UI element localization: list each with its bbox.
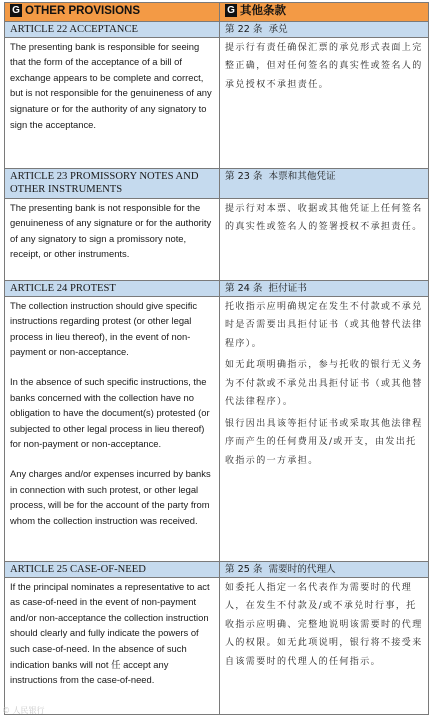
article-body-zh (220, 37, 429, 168)
article-heading-row (5, 280, 429, 296)
article-heading-zh (220, 21, 429, 37)
section-header-row (5, 3, 429, 22)
paragraph-zh: 托收指示应明确规定在发生不付款或不承兑时是否需要出具拒付证书（或其他替代法律程序）。 (225, 301, 423, 349)
article-heading-row (5, 561, 429, 577)
paragraph-zh: 提示行有责任确保汇票的承兑形式表面上完整正确，但对任何签名的真实性或签名人的承兑授权不承担责任。 (225, 42, 423, 90)
watermark: © 人民银行 (2, 706, 45, 715)
section-title-en: OTHER PROVISIONS (25, 5, 141, 17)
paragraph-en: In the absence of such specific instructions, the banks concerned with the collection have no obligation to have the document(s) protested (or subjected to other legal process in lieu thereof) for non-payment or non-acceptance. (10, 375, 210, 450)
article-body-row (5, 37, 429, 168)
article-heading-en: ARTICLE 22 ACCEPTANCE (5, 21, 220, 37)
article-heading-en: ARTICLE 24 PROTEST (5, 280, 220, 296)
paragraph-zh: 银行因出具该等拒付证书或采取其他法律程序而产生的任何费用及/或开支，由发出托收指示的一方承担。 (225, 418, 423, 466)
article-body-row (5, 296, 429, 561)
article-body-row (5, 198, 429, 280)
paragraph-zh: 如委托人指定一名代表作为需要时的代理人，在发生不付款及/或不承兑时行事，托收指示应明确、完整地说明该需要时的代理人的权限。如无此项说明，银行将不接受来自该需要时的代理人的任何指示。 (225, 582, 423, 667)
article-body-row (5, 577, 429, 714)
paragraph-en: The presenting bank is responsible for seeing that the form of the acceptance of a bill of exchange appears to be complete and correct, but is not responsible for the genuineness of any signature or for the authority of any signatory to sign the acceptance. (10, 40, 212, 130)
paragraph-en: If the principal nominates a representative to act as case-of-need in the event of non-payment and/or non-acceptance the collection instruction should clearly and fully indicate the powers of such case-of-need. In the absence of such indication banks will not 任 accept any instructions from the case-of-need. (10, 580, 210, 686)
article-heading-zh (220, 168, 429, 198)
paragraph-zh: 提示行对本票、收据或其他凭证上任何签名的真实性或签名人的签署授权不承担责任。 (225, 203, 423, 233)
article-body-zh (220, 198, 429, 280)
article-body-en (5, 577, 220, 714)
article-number-zh: 第 23 条 (225, 170, 263, 182)
article-title-zh: 拒付证书 (268, 282, 307, 294)
article-title-zh: 需要时的代理人 (268, 563, 336, 575)
section-header-en (5, 3, 220, 22)
paragraph-en: Any charges and/or expenses incurred by banks in connection with such protest, or other legal process, will be for the account of the party from whom the collection instruction was received. (10, 467, 211, 526)
paragraph-zh: 如无此项明确指示，参与托收的银行无义务为不付款或不承兑出具拒付证书（或其他替代法律程序）。 (225, 360, 423, 408)
article-body-zh (220, 577, 429, 714)
article-number-zh: 第 25 条 (225, 563, 263, 575)
article-heading-zh (220, 280, 429, 296)
article-heading-en: ARTICLE 23 PROMISSORY NOTES AND OTHER INSTRUMENTS (5, 168, 220, 198)
paragraph-en: The presenting bank is not responsible for the genuineness of any signature or for the authority of any signatory to sign a promissory note, receipt, or other instruments. (10, 201, 212, 260)
article-heading-row (5, 168, 429, 198)
article-body-en (5, 198, 220, 280)
section-title-zh: 其他条款 (240, 5, 286, 17)
article-number-zh: 第 22 条 (225, 23, 263, 35)
article-body-zh (220, 296, 429, 561)
paragraph-en: The collection instruction should give specific instructions regarding protest (or other legal process in lieu thereof), in the event of non-payment or non-acceptance. (10, 299, 198, 358)
section-badge-zh: G (225, 4, 237, 17)
article-heading-en: ARTICLE 25 CASE-OF-NEED (5, 561, 220, 577)
section-header-zh (220, 3, 429, 22)
article-body-en (5, 296, 220, 561)
article-title-zh: 本票和其他凭证 (268, 170, 336, 182)
article-heading-zh (220, 561, 429, 577)
article-heading-row (5, 21, 429, 37)
article-title-zh: 承兑 (268, 23, 288, 35)
provisions-table (4, 2, 429, 715)
section-badge: G (10, 4, 22, 17)
article-number-zh: 第 24 条 (225, 282, 263, 294)
article-body-en (5, 37, 220, 168)
